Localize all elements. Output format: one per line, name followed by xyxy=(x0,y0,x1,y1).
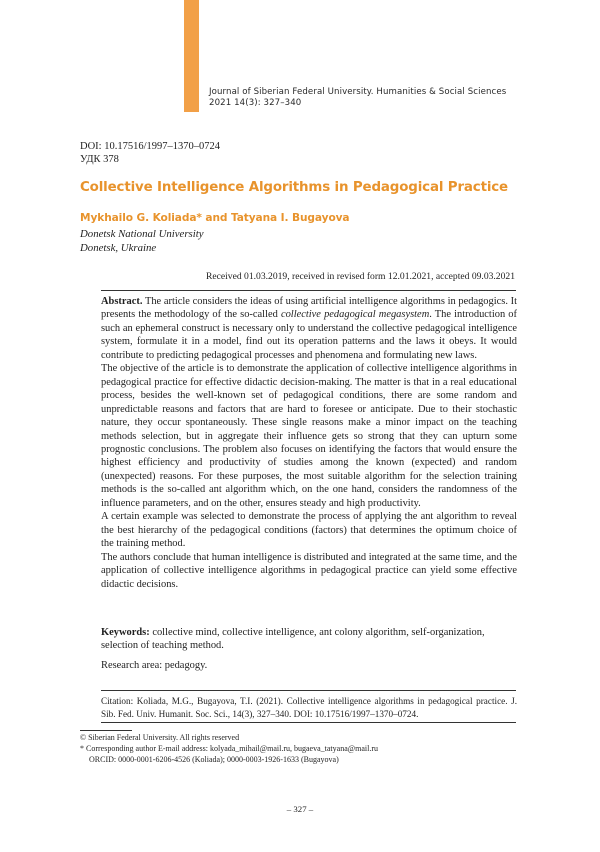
keywords xyxy=(101,626,517,653)
page-number: – 327 – xyxy=(286,804,314,814)
abstract-paragraph-2: The objective of the article is to demonstrate the application of collective intelligence algorithms in pedagogical practice for effective didactic decision-making. The matter is that in a real educational process, besides the well-known set of pedagogical conditions, there are some random and unpredictable reasons and factors that are hard to foresee or anticipate. Due to their stochastic nature, they occur spontaneously. These single reasons make a minor impact on the teaching methods selection, but in aggregate their influence gets so strong that they can upturn some prognostic conclusions. The problem also focuses on identifying the factors that would ensure the highest efficiency and productivity of studies among the known (expected) and random (unexpected) reasons. For these purposes, the most suitable algorithm for the selection training methods is the so-called ant algorithm which, on the one hand, considers the randomness of the influence parameters, and on the other, ensures steady and high productivity. xyxy=(101,363,517,509)
footnote-corresponding: * Corresponding author E-mail address: kolyada_mihail@mail.ru, bugaeva_tatyana@mail.ru xyxy=(80,744,378,753)
affiliation-university: Donetsk National University xyxy=(80,228,204,240)
keywords-label: Keywords: xyxy=(101,627,150,638)
affiliation xyxy=(80,228,204,255)
doi-block xyxy=(80,140,220,166)
footnote-copyright: © Siberian Federal University. All rights reserved xyxy=(80,733,240,742)
journal-accent-bar xyxy=(184,0,199,112)
received-dates: Received 01.03.2019, received in revised form 12.01.2021, accepted 09.03.2021 xyxy=(205,271,515,282)
footnote-orcid: ORCID: 0000-0001-6206-4526 (Koliada); 0000-0003-1926-1633 (Bugayova) xyxy=(89,755,339,764)
doi-link[interactable]: DOI: 10.17516/1997–1370–0724 xyxy=(80,141,220,152)
article-title: Collective Intelligence Algorithms in Pedagogical Practice xyxy=(80,180,508,195)
abstract-paragraph-4: The authors conclude that human intelligence is distributed and integrated at the same time, and the application of collective intelligence algorithms in pedagogical practice can yield some effective didactic decisions. xyxy=(101,551,517,590)
journal-name: Journal of Siberian Federal University. Humanities & Social Sciences xyxy=(209,87,507,97)
abstract-emphasis: collective pedagogical megasystem xyxy=(280,309,430,321)
affiliation-location: Donetsk, Ukraine xyxy=(80,241,157,254)
abstract-paragraph-1: Abstract. The article considers the ideas of using artificial intelligence algorithms in pedagogics. It presents the methodology of the so-called collective pedagogical megasystem. The introduction of such an ephemeral construct is necessary only to understand the collective pedagogical intelligence system, formulate it in a model, find out its operation patterns and the laws it obeys. It would contribute to predicting pedagogical processes and phenomena and formulating new laws. xyxy=(101,296,517,361)
footnote-rule xyxy=(80,730,132,731)
abstract-paragraph-3: A certain example was selected to demonstrate the process of applying the ant algorithm to reveal the best hierarchy of the pedagogical conditions (factors) that determines the optimum choice of the training method. xyxy=(101,511,517,550)
udk-code: УДК 378 xyxy=(80,154,119,165)
article-authors: Mykhailo G. Koliada* and Tatyana I. Bugayova xyxy=(80,212,350,224)
keywords-text: collective mind, collective intelligence, ant colony algorithm, self-organization, selection of teaching method. xyxy=(101,627,485,652)
abstract-top-rule xyxy=(101,290,516,291)
citation-top-rule xyxy=(101,690,516,691)
research-area: Research area: pedagogy. xyxy=(101,660,208,671)
abstract xyxy=(101,295,517,591)
journal-header xyxy=(209,87,539,109)
journal-issue: 2021 14(3): 327–340 xyxy=(209,98,302,108)
abstract-label: Abstract. xyxy=(101,296,143,307)
citation-bottom-rule xyxy=(101,722,516,723)
citation: Citation: Koliada, M.G., Bugayova, T.I. (2021). Collective intelligence algorithms in pedagogical practice. J. Sib. Fed. Univ. Humanit. Soc. Sci., 14(3), 327–340. DOI: 10.17516/1997–1370–0724. xyxy=(101,696,517,719)
